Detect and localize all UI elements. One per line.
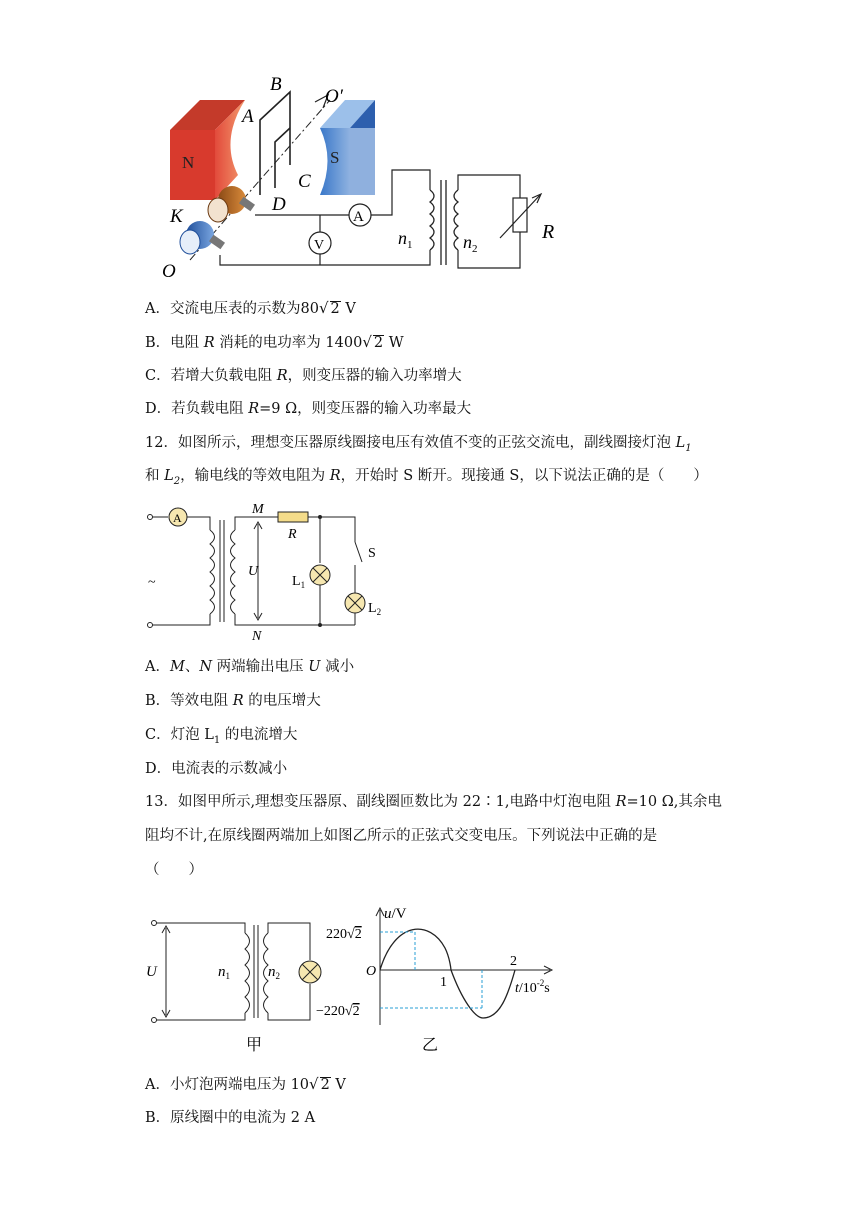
q13-option-a: A．小灯泡两端电压为 10√ 2 V xyxy=(145,1075,346,1093)
n-magnet xyxy=(170,100,245,200)
q12-option-d: D．电流表的示数减小 xyxy=(145,761,288,777)
svg-text:V: V xyxy=(314,238,325,253)
svg-text:U: U xyxy=(146,964,157,980)
q11-option-d: D．若负载电阻 R=9 Ω，则变压器的输入功率最大 xyxy=(145,401,472,417)
svg-text:B: B xyxy=(270,74,282,95)
svg-text:R: R xyxy=(542,221,555,243)
svg-text:A: A xyxy=(173,511,182,525)
svg-text:A: A xyxy=(242,106,254,127)
q11-option-c: C．若增大负载电阻 R，则变压器的输入功率增大 xyxy=(145,368,462,384)
q12-circuit-figure xyxy=(140,500,400,645)
q12-stem-line2: 和 $L_2$，输电线的等效电阻为 R，开始时 S 断开。现接通 S，以下说法正确的是（ ） xyxy=(145,468,708,487)
q12-option-c: C．灯泡 $L_1$ 的电流增大 xyxy=(145,727,298,746)
svg-text:N: N xyxy=(182,153,195,172)
q12-stem-line1: 12．如图所示，理想变压器原线圈接电压有效值不变的正弦交流电，副线圈接灯泡 $L_1$ xyxy=(145,435,692,454)
svg-text:n2: $n_2$ xyxy=(268,964,280,981)
svg-text:1: 1 xyxy=(440,975,447,990)
q11-option-b: B．电阻 R 消耗的电功率为 1400√ 2 W xyxy=(145,333,404,351)
q12-option-b: B．等效电阻 R 的电压增大 xyxy=(145,693,321,709)
s-magnet xyxy=(320,100,375,195)
voltmeter-symbol xyxy=(309,232,331,254)
q12-option-a: A．M、N 两端输出电压 U 减小 xyxy=(145,659,355,675)
q13-stem-line3: （ ） xyxy=(145,862,203,878)
q13-figure xyxy=(140,900,580,1060)
svg-text:n1: $n_1$ xyxy=(218,964,230,981)
svg-text:A: A xyxy=(353,209,364,225)
generator-transformer-figure xyxy=(160,70,580,285)
variable-resistor xyxy=(500,194,541,238)
svg-text:M: M xyxy=(252,502,264,517)
svg-text:−220√2: −220√2 xyxy=(316,1004,360,1019)
svg-text:L2: $L_2$ xyxy=(368,601,382,617)
q13-stem-line1: 13．如图甲所示,理想变压器原、副线圈匝数比为 22∶1,电路中灯泡电阻 R=10 Ω,其余电 xyxy=(145,794,722,810)
svg-text:O: O xyxy=(366,964,377,979)
svg-text:K: K xyxy=(170,206,183,227)
svg-text:N: N xyxy=(252,629,262,644)
q13-option-b: B．原线圈中的电流为 2 A xyxy=(145,1110,316,1126)
svg-text:S: S xyxy=(330,148,340,167)
svg-text:n2: $n_2$ xyxy=(463,232,478,255)
svg-text:O: O xyxy=(162,261,176,282)
svg-text:S: S xyxy=(368,546,376,561)
svg-text:O′: O′ xyxy=(325,86,343,107)
svg-text:甲: 甲 xyxy=(246,1037,263,1054)
q13-stem-line2: 阻均不计,在原线圈两端加上如图乙所示的正弦式交变电压。下列说法中正确的是 xyxy=(145,828,658,844)
ammeter-symbol xyxy=(349,204,371,226)
svg-text:u/V: u/V xyxy=(384,906,407,922)
svg-text:2: 2 xyxy=(510,954,517,969)
svg-text:L1: $L_1$ xyxy=(292,574,306,590)
svg-text:D: D xyxy=(272,194,286,215)
svg-text:220√2: 220√2 xyxy=(326,927,362,942)
svg-text:t/10-2s: $t/10^{-2}s$ xyxy=(515,978,550,996)
svg-text:C: C xyxy=(298,171,311,192)
q11-option-a: A．交流电压表的示数为80√ 2 V xyxy=(145,299,356,317)
svg-text:R: R xyxy=(288,527,297,542)
svg-text:U: U xyxy=(248,564,259,579)
svg-text:乙: 乙 xyxy=(422,1037,439,1054)
svg-text:n1: $n_1$ xyxy=(398,228,413,251)
svg-text:~: ~ xyxy=(148,575,156,590)
